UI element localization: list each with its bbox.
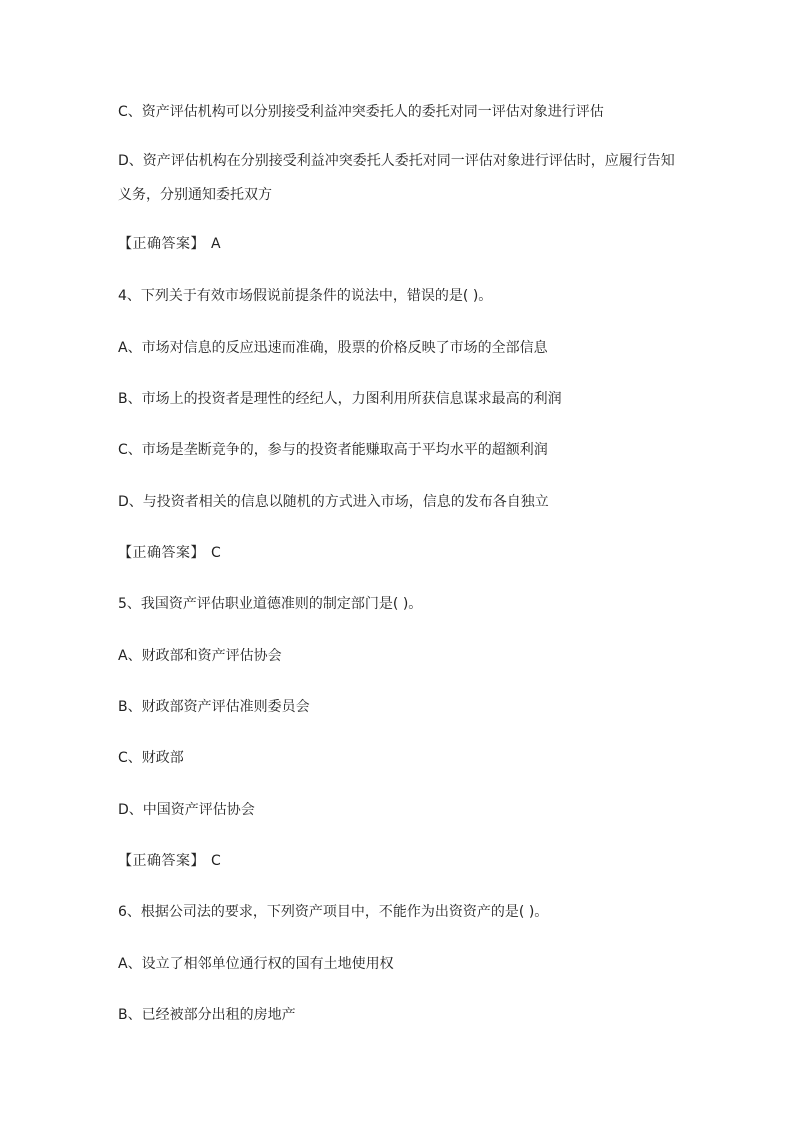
q5-answer (118, 853, 684, 870)
q4-option-a: A、市场对信息的反应迅速而准确，股票的价格反映了市场的全部信息 (118, 340, 548, 356)
q3-answer (118, 236, 684, 253)
answer-label: 【正确答案】 (118, 236, 205, 252)
q4-option-c: C、市场是垄断竞争的，参与的投资者能赚取高于平均水平的超额利润 (118, 442, 548, 458)
answer-value: C (211, 853, 221, 869)
q6-option-b: B、已经被部分出租的房地产 (118, 1007, 296, 1023)
q5-option-c: C、财政部 (118, 750, 184, 766)
q3-option-d: D、资产评估机构在分别接受利益冲突委托人委托对同一评估对象进行评估时，应履行告知义务，分别通知委托双方 (118, 153, 675, 203)
answer-label: 【正确答案】 (118, 853, 205, 869)
q4-answer (118, 545, 684, 562)
q5-option-b: B、财政部资产评估准则委员会 (118, 699, 310, 715)
q5-option-d: D、中国资产评估协会 (118, 802, 255, 818)
q3-option-c: C、资产评估机构可以分别接受利益冲突委托人的委托对同一评估对象进行评估 (118, 104, 604, 120)
answer-value: A (211, 236, 221, 252)
q6-option-a: A、设立了相邻单位通行权的国有土地使用权 (118, 956, 394, 972)
q6-question: 6、根据公司法的要求，下列资产项目中，不能作为出资资产的是( )。 (118, 904, 549, 920)
q4-question: 4、下列关于有效市场假说前提条件的说法中，错误的是( )。 (118, 288, 493, 304)
q4-option-d: D、与投资者相关的信息以随机的方式进入市场，信息的发布各自独立 (118, 494, 549, 510)
q5-question: 5、我国资产评估职业道德准则的制定部门是( )。 (118, 596, 423, 612)
answer-value: C (211, 545, 221, 561)
q5-option-a: A、财政部和资产评估协会 (118, 648, 282, 664)
q4-option-b: B、市场上的投资者是理性的经纪人，力图利用所获信息谋求最高的利润 (118, 391, 562, 407)
answer-label: 【正确答案】 (118, 545, 205, 561)
